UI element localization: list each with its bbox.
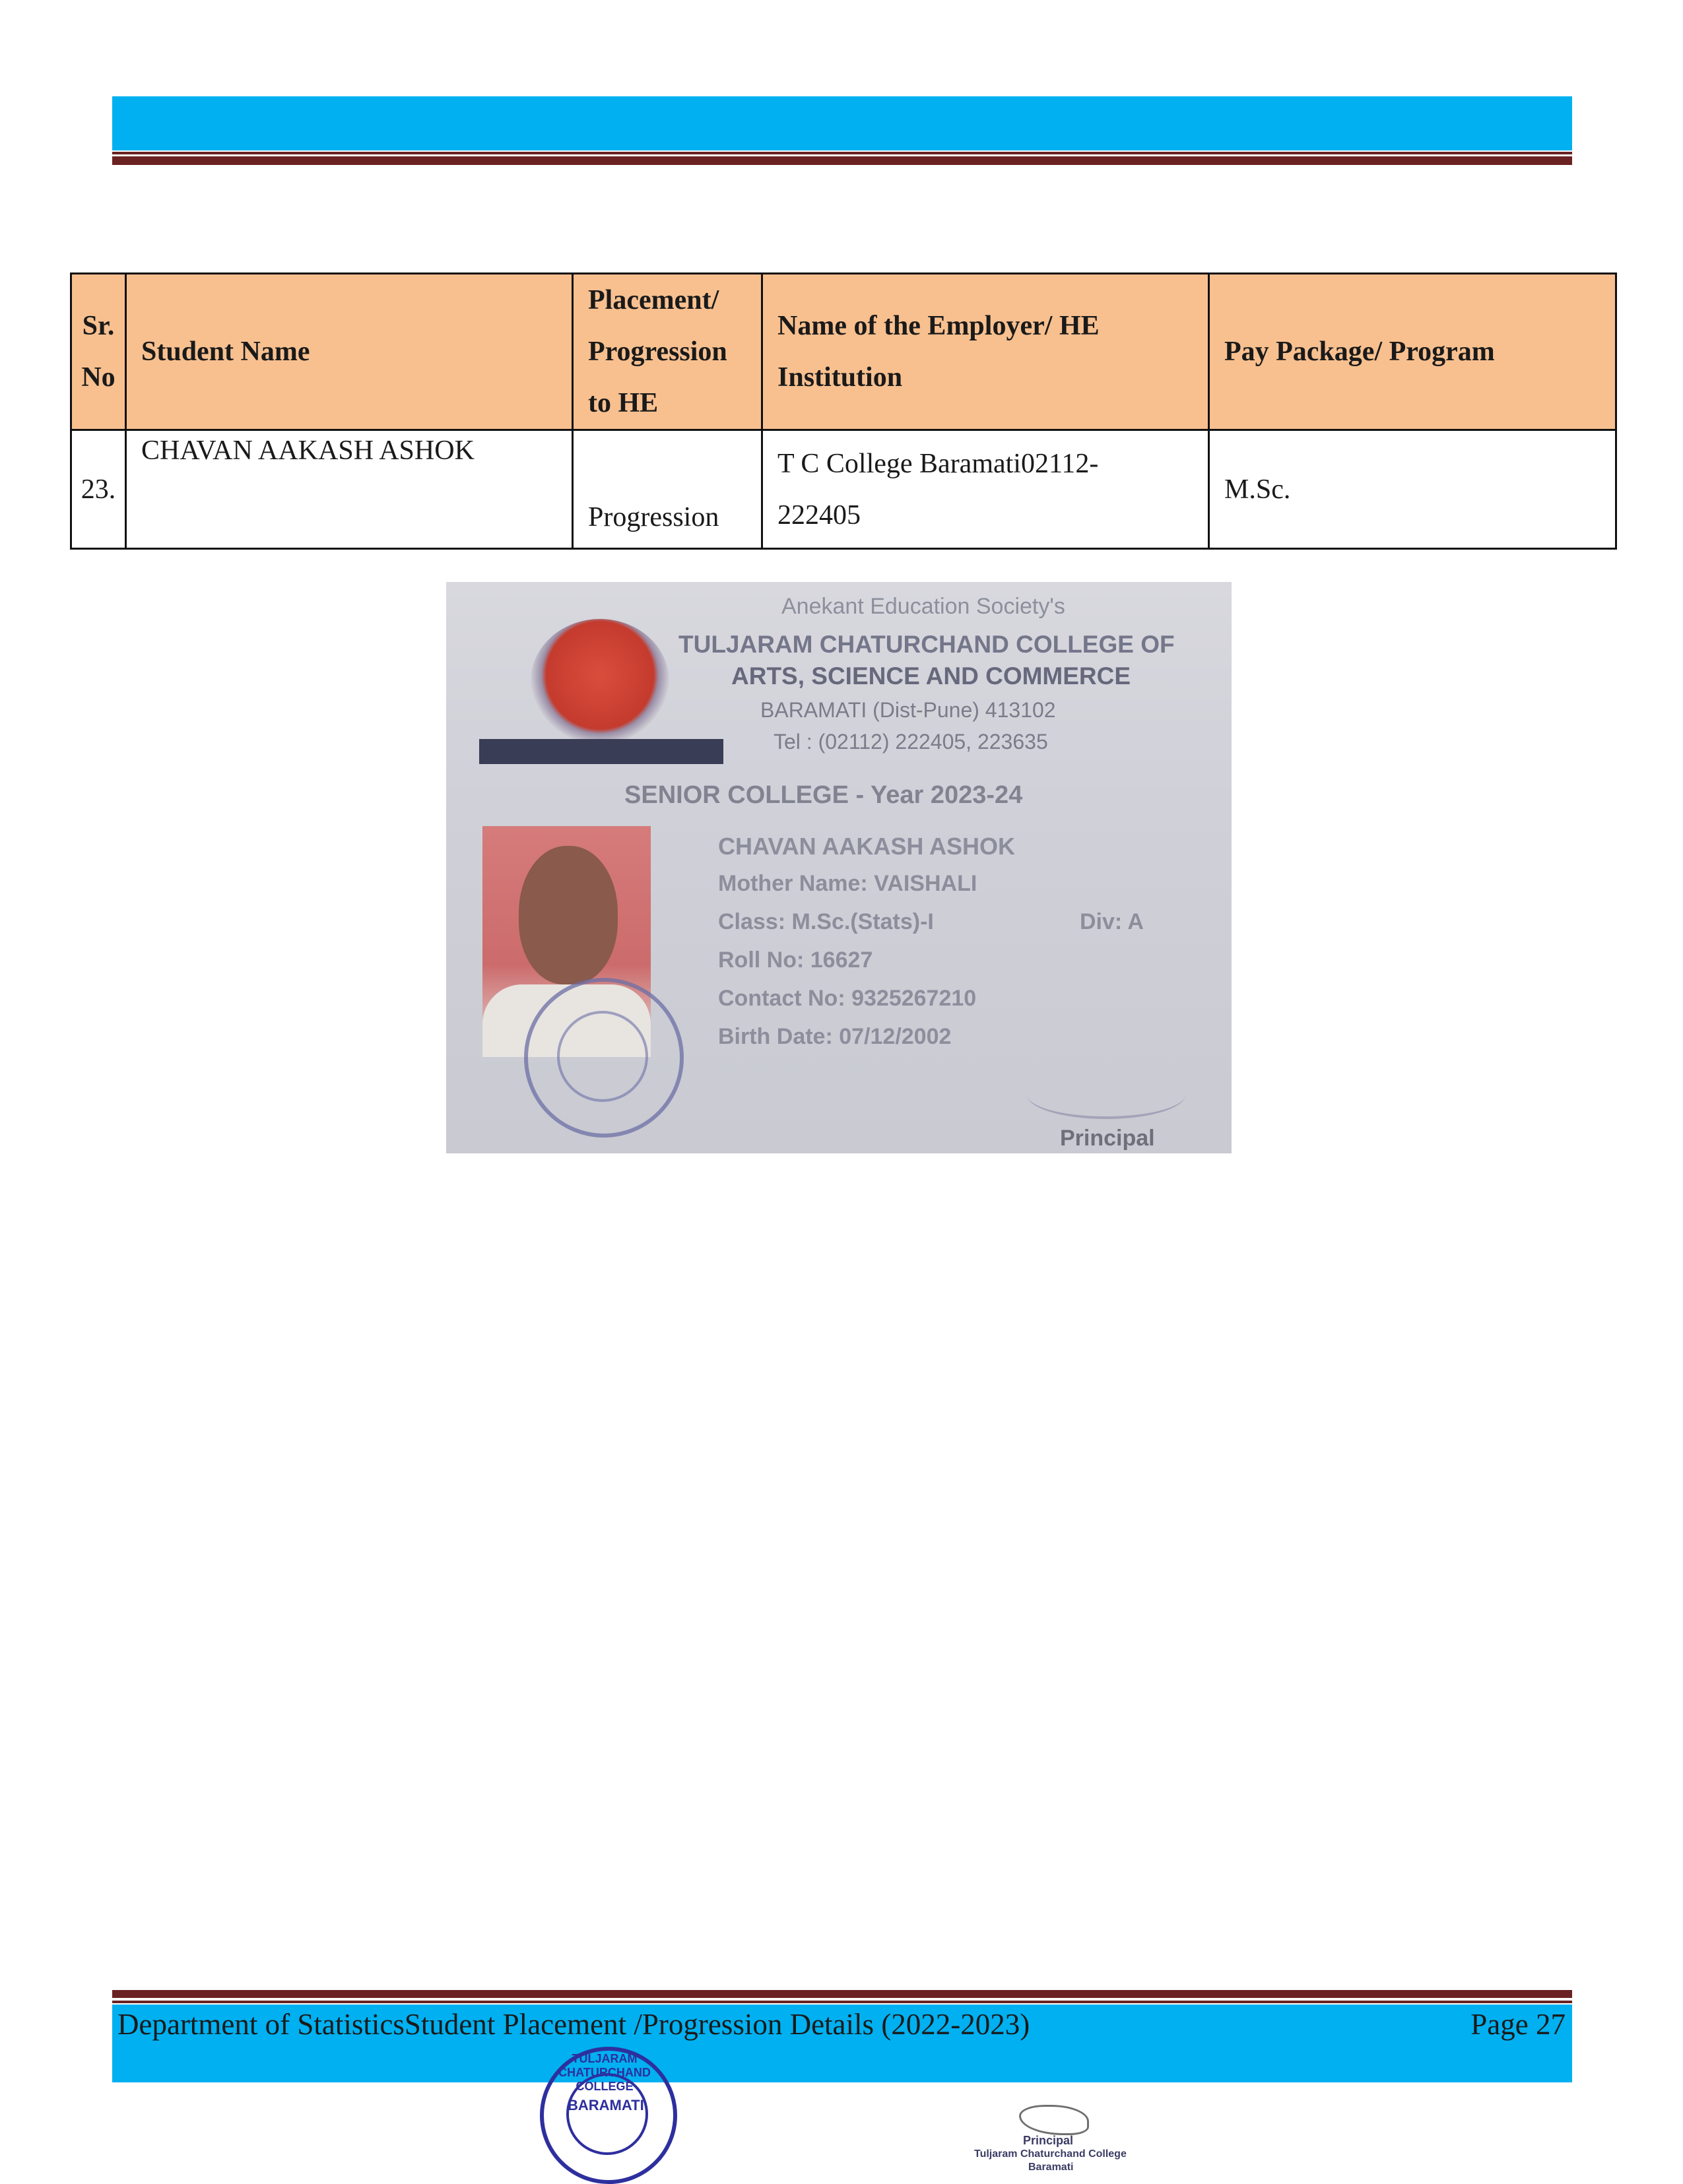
card-stamp-inner <box>557 1011 648 1102</box>
footer-rule-thin <box>112 2001 1572 2003</box>
cell-sr-no: 23. <box>71 430 126 549</box>
cell-pay-package: M.Sc. <box>1209 430 1616 549</box>
card-div: Div: A <box>1080 909 1144 934</box>
seal-ring-text: TULJARAM CHATURCHAND COLLEGE <box>558 2052 651 2093</box>
card-name: CHAVAN AAKASH ASHOK <box>718 833 1015 860</box>
header-sr-no <box>71 274 126 430</box>
header-placement <box>573 274 762 430</box>
header-employer-line2: Institution <box>777 362 903 393</box>
page-number: Page 27 <box>1470 2008 1566 2041</box>
card-mother: Mother Name: VAISHALI <box>718 871 977 896</box>
header-placement-line3: to HE <box>588 388 659 418</box>
signature-college: Tuljaram Chaturchand College <box>974 2148 1127 2160</box>
cell-employer-line1: T C College Baramati02112- <box>777 448 1099 479</box>
header-employer-line1: Name of the Employer/ HE <box>777 311 1100 341</box>
footer-rule-thick <box>112 1990 1572 1998</box>
card-college-line2: ARTS, SCIENCE AND COMMERCE <box>731 662 1131 690</box>
card-tel: Tel : (02112) 222405, 223635 <box>774 730 1048 754</box>
signature-principal: Principal <box>1023 2134 1074 2147</box>
card-society: Anekant Education Society's <box>781 594 1065 619</box>
college-logo <box>531 619 669 744</box>
footer-title: Department of StatisticsStudent Placement /Progression Details (2022-2023) <box>117 2008 1030 2041</box>
header-student-name: Student Name <box>126 274 573 430</box>
cell-employer-line2: 222405 <box>777 499 861 530</box>
header-rule-thick <box>112 156 1572 165</box>
signature-place: Baramati <box>1028 2162 1074 2173</box>
header-placement-line1: Placement/ <box>588 285 719 315</box>
cell-employer <box>762 430 1209 549</box>
card-address: BARAMATI (Dist-Pune) 413102 <box>760 698 1056 722</box>
header-rule-thin <box>112 152 1572 154</box>
card-birth: Birth Date: 07/12/2002 <box>718 1024 952 1049</box>
card-session: SENIOR COLLEGE - Year 2023-24 <box>624 781 1023 809</box>
header-placement-line2: Progression <box>588 337 727 367</box>
student-face <box>519 846 618 984</box>
card-principal: Principal <box>1060 1126 1155 1151</box>
table-header-row <box>71 274 1616 430</box>
principal-signature <box>1019 2105 1089 2135</box>
table-row <box>71 430 1616 549</box>
header-sr-line1: Sr. <box>82 311 115 341</box>
card-college-line1: TULJARAM CHATURCHAND COLLEGE OF <box>678 631 1175 658</box>
card-signature <box>1027 1070 1185 1119</box>
placement-table <box>70 273 1617 550</box>
header-sr-line2: No <box>81 362 116 393</box>
header-band <box>112 96 1572 150</box>
card-roll: Roll No: 16627 <box>718 947 873 973</box>
id-card-photo <box>446 582 1232 1153</box>
card-class: Class: M.Sc.(Stats)-I <box>718 909 934 934</box>
header-pay-package: Pay Package/ Program <box>1209 274 1616 430</box>
cell-placement: Progression <box>573 430 762 549</box>
seal-center-word: BARAMATI <box>568 2097 644 2113</box>
header-employer <box>762 274 1209 430</box>
card-contact: Contact No: 9325267210 <box>718 986 977 1011</box>
cell-student-name: CHAVAN AAKASH ASHOK <box>126 430 573 549</box>
logo-ribbon <box>479 739 723 764</box>
